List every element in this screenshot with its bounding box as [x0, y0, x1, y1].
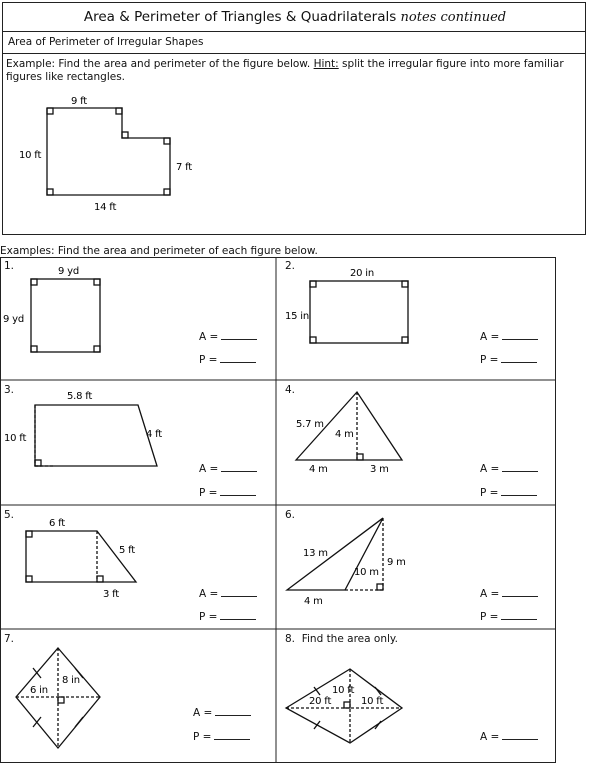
p5-bottom-label: 3 ft — [103, 589, 120, 600]
hint-text: split the irregular figure into more familiar figures like rectangles. — [6, 58, 564, 83]
problem-2-number: 2. — [285, 260, 296, 272]
p4-height-label: 4 m — [335, 429, 354, 440]
area-label: A = — [199, 331, 219, 343]
example-bottom-dim: 14 ft — [94, 202, 117, 213]
area-label: A = — [199, 588, 219, 600]
example-right-dim: 7 ft — [176, 162, 193, 173]
area-label: A = — [193, 707, 213, 719]
p6-base-label: 4 m — [304, 596, 323, 607]
problem-3-number: 3. — [4, 384, 15, 396]
p4-base-right-label: 3 m — [370, 464, 389, 475]
p2-top-label: 20 in — [350, 268, 375, 279]
p6-slant-label: 13 m — [303, 548, 328, 559]
p8-right-label: 10 ft — [361, 696, 384, 707]
p4-base-left-label: 4 m — [309, 464, 328, 475]
area-label: A = — [199, 463, 219, 475]
area-label: A = — [480, 463, 500, 475]
perimeter-label: P = — [199, 487, 218, 499]
p1-top-label: 9 yd — [58, 266, 80, 277]
problem-5-number: 5. — [4, 509, 15, 521]
title-suffix: notes continued — [400, 10, 507, 25]
problem-8-title: Find the area only. — [301, 633, 398, 645]
p2-left-label: 15 in — [285, 311, 310, 322]
area-label: A = — [480, 588, 500, 600]
perimeter-label: P = — [480, 354, 499, 366]
problem-1-number: 1. — [4, 260, 15, 272]
example-top-dim: 9 ft — [71, 96, 88, 107]
p6-height-label: 9 m — [387, 557, 406, 568]
perimeter-label: P = — [480, 487, 499, 499]
perimeter-label: P = — [193, 731, 212, 743]
hint-label: Hint: — [313, 58, 339, 70]
perimeter-label: P = — [199, 611, 218, 623]
p5-slant-label: 5 ft — [119, 545, 136, 556]
problem-6-number: 6. — [285, 509, 296, 521]
p4-side-label: 5.7 m — [296, 419, 324, 430]
example-label: Example: — [6, 58, 56, 70]
section-subtitle: Area of Perimeter of Irregular Shapes — [8, 36, 204, 48]
area-label: A = — [480, 331, 500, 343]
p8-left-label: 20 ft — [309, 696, 332, 707]
problem-8-number-text: 8. — [285, 633, 296, 645]
title-text: Area & Perimeter of Triangles & Quadrilaterals — [83, 9, 397, 25]
p1-left-label: 9 yd — [3, 314, 25, 325]
p3-right-label: 4 ft — [146, 429, 163, 440]
problem-7-number: 7. — [4, 633, 15, 645]
problem-4-number: 4. — [285, 384, 296, 396]
p6-inner-label: 10 m — [354, 567, 379, 578]
p8-top-label: 10 ft — [332, 685, 355, 696]
examples-heading: Examples: Find the area and perimeter of each figure below. — [0, 245, 318, 257]
perimeter-label: P = — [480, 611, 499, 623]
p7-vertical-label: 8 in — [62, 675, 80, 686]
p3-top-label: 5.8 ft — [67, 391, 93, 402]
perimeter-label: P = — [199, 354, 218, 366]
p5-top-label: 6 ft — [49, 518, 66, 529]
example-instructions: Find the area and perimeter of the figure below. — [55, 58, 314, 70]
area-label: A = — [480, 731, 500, 743]
p3-left-label: 10 ft — [4, 433, 27, 444]
example-left-dim: 10 ft — [19, 150, 42, 161]
p7-horizontal-label: 6 in — [30, 685, 48, 696]
